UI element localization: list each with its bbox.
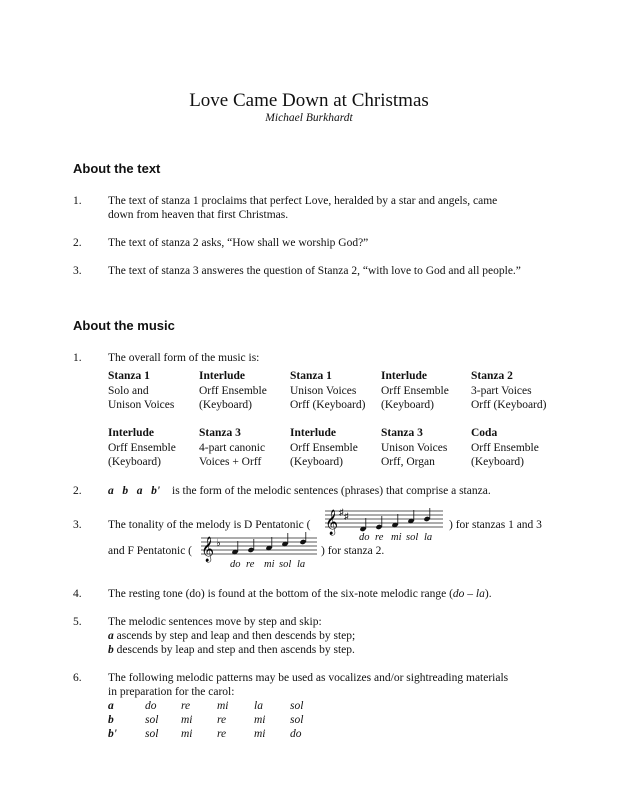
range-text: do – la — [452, 588, 485, 600]
pattern-label: a — [108, 700, 114, 712]
music-item-5-text: The melodic sentences move by step and skip: — [108, 616, 322, 628]
text-item-1-num: 1. — [73, 195, 82, 207]
syllable: mi — [264, 559, 275, 570]
music-item-1-intro: The overall form of the music is: — [108, 352, 260, 364]
syllable: mi — [391, 532, 402, 543]
pattern-label: b — [108, 714, 114, 726]
pattern-note: mi — [254, 714, 266, 726]
syllable: la — [424, 532, 433, 543]
pattern-note: re — [217, 728, 227, 740]
form-cell: Stanza 2 3-part Voices Orff (Keyboard) — [471, 370, 547, 411]
music-item-4-line: The resting tone (do) is found at the bottom of the six-note melodic range (do – la). — [108, 588, 492, 600]
text-item-3-num: 3. — [73, 265, 82, 277]
music-item-6-num: 6. — [73, 672, 82, 684]
pattern-note: la — [254, 700, 263, 712]
form-cell: Interlude Orff Ensemble (Keyboard) — [381, 370, 449, 411]
form-cell: Interlude Orff Ensemble (Keyboard) — [199, 370, 267, 411]
music-item-3-text-c: and F Pentatonic ( — [108, 545, 192, 557]
pattern-note: re — [181, 700, 191, 712]
page-title: Love Came Down at Christmas — [189, 90, 429, 111]
pattern-note: sol — [290, 700, 304, 712]
pattern-note: sol — [290, 714, 304, 726]
syllable: re — [246, 559, 255, 570]
flat-icon: ♭ — [216, 538, 221, 549]
author: Michael Burkhardt — [265, 112, 353, 124]
pattern-note: mi — [254, 728, 266, 740]
music-item-2-text: is the form of the melodic sentences (phrases) that comprise a stanza. — [172, 485, 491, 497]
form-cell: Coda Orff Ensemble (Keyboard) — [471, 427, 539, 468]
form-cell: Stanza 3 Unison Voices Orff, Organ — [381, 427, 448, 468]
treble-clef-icon: 𝄞 — [325, 509, 339, 534]
about-text-heading: About the text — [73, 161, 161, 176]
form-cell: Stanza 1 Solo and Unison Voices — [108, 370, 175, 411]
pattern-note: mi — [217, 700, 229, 712]
syllable: do — [359, 532, 370, 543]
phrase-form: a b a b' — [108, 485, 161, 497]
music-item-3-num: 3. — [73, 519, 82, 531]
form-cell: Stanza 1 Unison Voices Orff (Keyboard) — [290, 370, 366, 411]
music-item-1-num: 1. — [73, 352, 82, 364]
music-item-5-b: b descends by leap and step and then ascends by step. — [108, 644, 355, 656]
form-cell: Interlude Orff Ensemble (Keyboard) — [108, 427, 176, 468]
pattern-note: sol — [145, 714, 159, 726]
text-item-1-line2: down from heaven that first Christmas. — [108, 209, 289, 221]
music-item-3-text-a: The tonality of the melody is D Pentatonic ( — [108, 519, 311, 531]
form-cell: Interlude Orff Ensemble (Keyboard) — [290, 427, 358, 468]
music-item-4-num: 4. — [73, 588, 82, 600]
syllable: sol — [279, 559, 292, 570]
syllable: re — [375, 532, 384, 543]
music-item-5-num: 5. — [73, 616, 82, 628]
treble-clef-icon: 𝄞 — [201, 536, 215, 561]
music-item-6-line1: The following melodic patterns may be used as vocalizes and/or sightreading materials — [108, 672, 509, 684]
sharp-icon: ♯ — [339, 507, 344, 517]
form-cell: Stanza 3 4-part canonic Voices + Orff — [199, 427, 266, 468]
pattern-note: sol — [145, 728, 159, 740]
music-item-2-num: 2. — [73, 485, 82, 497]
syllable: do — [230, 559, 241, 570]
music-item-3-text-b: ) for stanzas 1 and 3 — [449, 519, 542, 531]
pattern-note: do — [145, 700, 157, 712]
pattern-note: do — [290, 728, 302, 740]
music-item-5-a: a ascends by step and leap and then descends by step; — [108, 630, 356, 642]
text-item-3-line1: The text of stanza 3 answeres the question of Stanza 2, “with love to God and all people.” — [108, 265, 521, 277]
syllable: sol — [406, 532, 419, 543]
syllable: la — [297, 559, 306, 570]
text-item-2-line1: The text of stanza 2 asks, “How shall we worship God?” — [108, 237, 369, 249]
pattern-note: re — [217, 714, 227, 726]
text-item-1-line1: The text of stanza 1 proclaims that perfect Love, heralded by a star and angels, came — [108, 195, 498, 207]
pattern-label: b' — [108, 728, 117, 740]
music-item-6-line2: in preparation for the carol: — [108, 686, 235, 698]
pattern-note: mi — [181, 728, 193, 740]
text-item-2-num: 2. — [73, 237, 82, 249]
sharp-icon: ♯ — [344, 511, 349, 521]
music-item-3-text-d: ) for stanza 2. — [321, 545, 385, 557]
pattern-note: mi — [181, 714, 193, 726]
about-music-heading: About the music — [73, 318, 175, 333]
